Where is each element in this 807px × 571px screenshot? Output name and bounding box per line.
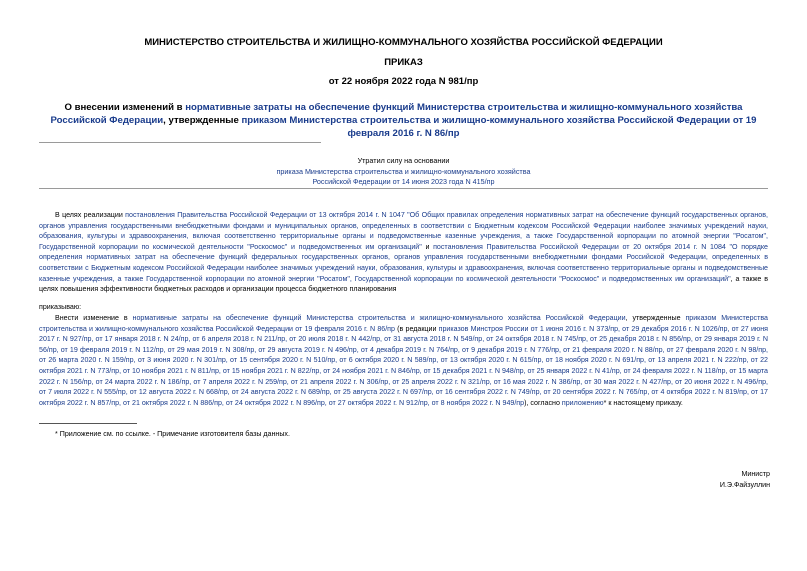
lost-force-divider bbox=[39, 188, 768, 189]
preamble-paragraph bbox=[39, 210, 768, 295]
body-link-order-86[interactable]: приказом Министерства строительства и жилищно-коммунального хозяйства Российской Федерации от 19 февраля 2016 г. N 86/пр bbox=[39, 314, 768, 333]
body-link-appendix[interactable]: приложению bbox=[561, 398, 604, 407]
preamble-link-decree-1084[interactable]: постановления Правительства Российской Федерации от 20 октября 2014 г. N 1084 "О порядке определения нормативных затрат на обеспечение функций федеральных государственных органов, органов управления государственными внебюджетными фондами Российской Федерации, определенных в соответствии с Бюджетным кодексом Российской Федерации наиболее значимых учреждений науки, образования, культуры и здравоохранения, включая соответственно территориальные органы и подведомственные казенные учреждения, а также Государственной корпорации по атомной энергии "Росатом", Государственной корпорации по космической деятельности "Роскосмос" и подведомственных им организаций" bbox=[39, 242, 768, 283]
body-link-norm-costs[interactable]: нормативные затраты на обеспечение функций Министерства строительства и жилищно-коммунального хозяйства Российской Федерации bbox=[132, 314, 626, 322]
lost-force-note bbox=[200, 156, 607, 188]
body-text-1: Внести изменение в bbox=[55, 314, 133, 322]
lost-force-link-line2[interactable]: приказа Министерства строительства и жилищно-коммунального хозяйства bbox=[276, 166, 531, 176]
title-link-order-86[interactable]: приказом Министерства строительства и жилищно-коммунального хозяйства Российской Федерации от 19 февраля 2016 г. N 86/пр bbox=[241, 115, 757, 139]
doc-type-heading: ПРИКАЗ bbox=[384, 57, 423, 68]
preamble-link-decree-1047[interactable]: постановления Правительства Российской Федерации от 13 октября 2014 г. N 1047 "Об Общих правилах определения нормативных затрат на обеспечение функций государственных органов, органов управления государственными внебюджетными фондами и муниципальных органов, определенных в соответствии с Бюджетным кодексом Российской Федерации наиболее значимых учреждений науки, образования, культуры и здравоохранения, включая соответственно территориальные органы и подведомственные казенные учреждения, а также Государственной корпорации по атомной энергии "Росатом", Государственной корпорации по космической деятельности "Роскосмос" и подведомственных им организаций" bbox=[39, 211, 768, 251]
footnote-text: * Приложение см. по ссылке. - Примечание изготовителя базы данных. bbox=[55, 430, 290, 438]
signature-name: И.Э.Файзуллин bbox=[719, 481, 770, 489]
date-number-heading: от 22 ноября 2022 года N 981/пр bbox=[328, 76, 479, 87]
preamble-text-3: , а также в целях повышения эффективности бюджетных расходов и организации процесса бюджетного планирования bbox=[39, 274, 768, 294]
document-title bbox=[40, 101, 767, 140]
top-divider bbox=[39, 142, 321, 143]
footnote-divider bbox=[39, 423, 137, 424]
lost-force-line1: Утратил силу на основании bbox=[357, 156, 450, 165]
preamble-text-2: и bbox=[421, 242, 434, 251]
title-text-1: О внесении изменений в bbox=[64, 102, 186, 113]
title-text-2: , утвержденные bbox=[163, 115, 242, 126]
signature-position: Министр bbox=[741, 470, 770, 478]
body-link-amending-orders[interactable]: приказов Минстроя России от 1 июня 2016 г. N 373/пр, от 29 декабря 2016 г. N 1026/пр, от 27 июня 2017 г. N 927/пр, от 17 января 2018 г. N 24/пр, от 6 апреля 2018 г. N 211/пр, от 20 июля 2018 г. N 442/пр, от 31 августа 2018 г. N 549/пр, от 24 октября 2018 г. N 745/пр, от 25 декабря 2018 г. N 856/пр, от 29 января 2019 г. N 56/пр, от 19 февраля 2019 г. N 112/пр, от 29 мая 2019 г. N 308/пр, от 29 августа 2019 г. N 496/пр, от 4 декабря 2019 г. N 764/пр, от 9 декабря 2019 г. N 776/пр, от 21 февраля 2020 г. N 88/пр, от 27 февраля 2020 г. N 98/пр, от 26 марта 2020 г. N 159/пр, от 3 июня 2020 г. N 301/пр, от 15 сентября 2020 г. N 510/пр, от 6 октября 2020 г. N 589/пр, от 13 октября 2020 г. N 615/пр, от 18 ноября 2020 г. N 691/пр, от 13 апреля 2021 г. N 222/пр, от 22 октября 2021 г. N 773/пр, от 10 ноября 2021 г. N 811/пр, от 15 ноября 2021 г. N 822/пр, от 24 ноября 2021 г. N 846/пр, от 15 декабря 2021 г. N 948/пр, от 25 января 2022 г. N 41/пр, от 24 февраля 2022 г. N 118/пр, от 15 марта 2022 г. N 156/пр, от 24 марта 2022 г. N 186/пр, от 7 апреля 2022 г. N 259/пр, от 21 апреля 2022 г. N 306/пр, от 25 апреля 2022 г. N 321/пр, от 16 мая 2022 г. N 386/пр, от 30 мая 2022 г. N 427/пр, от 20 июня 2022 г. N 496/пр, от 7 июля 2022 г. N 555/пр, от 12 августа 2022 г. N 668/пр, от 24 августа 2022 г. N 689/пр, от 25 августа 2022 г. N 697/пр, от 16 сентября 2022 г. N 749/пр, от 20 сентября 2022 г. N 765/пр, от 4 октября 2022 г. N 819/пр, от 17 октября 2022 г. N 857/пр, от 21 октября 2022 г. N 886/пр, от 24 октября 2022 г. N 896/пр, от 27 октября 2022 г. N 912/пр, от 8 ноября 2022 г. N 949/пр bbox=[39, 324, 768, 407]
body-text-2: , утвержденные bbox=[625, 314, 686, 322]
lost-force-link-line3[interactable]: Российской Федерации от 14 июня 2023 года N 415/пр bbox=[312, 177, 495, 186]
preamble-text-1: В целях реализации bbox=[55, 211, 126, 219]
ministry-heading: МИНИСТЕРСТВО СТРОИТЕЛЬСТВА И ЖИЛИЩНО-КОММУНАЛЬНОГО ХОЗЯЙСТВА РОССИЙСКОЙ ФЕДЕРАЦИИ bbox=[144, 37, 663, 48]
body-text-5: * к настоящему приказу. bbox=[603, 398, 683, 407]
body-paragraph bbox=[39, 313, 768, 408]
order-word: приказываю: bbox=[39, 303, 82, 311]
body-text-4: ), согласно bbox=[524, 398, 562, 407]
title-link-norm-costs[interactable]: нормативные затраты на обеспечение функций Министерства строительства и жилищно-коммунального хозяйства Российской Федерации bbox=[50, 102, 743, 126]
body-text-3: (в редакции bbox=[394, 324, 439, 333]
